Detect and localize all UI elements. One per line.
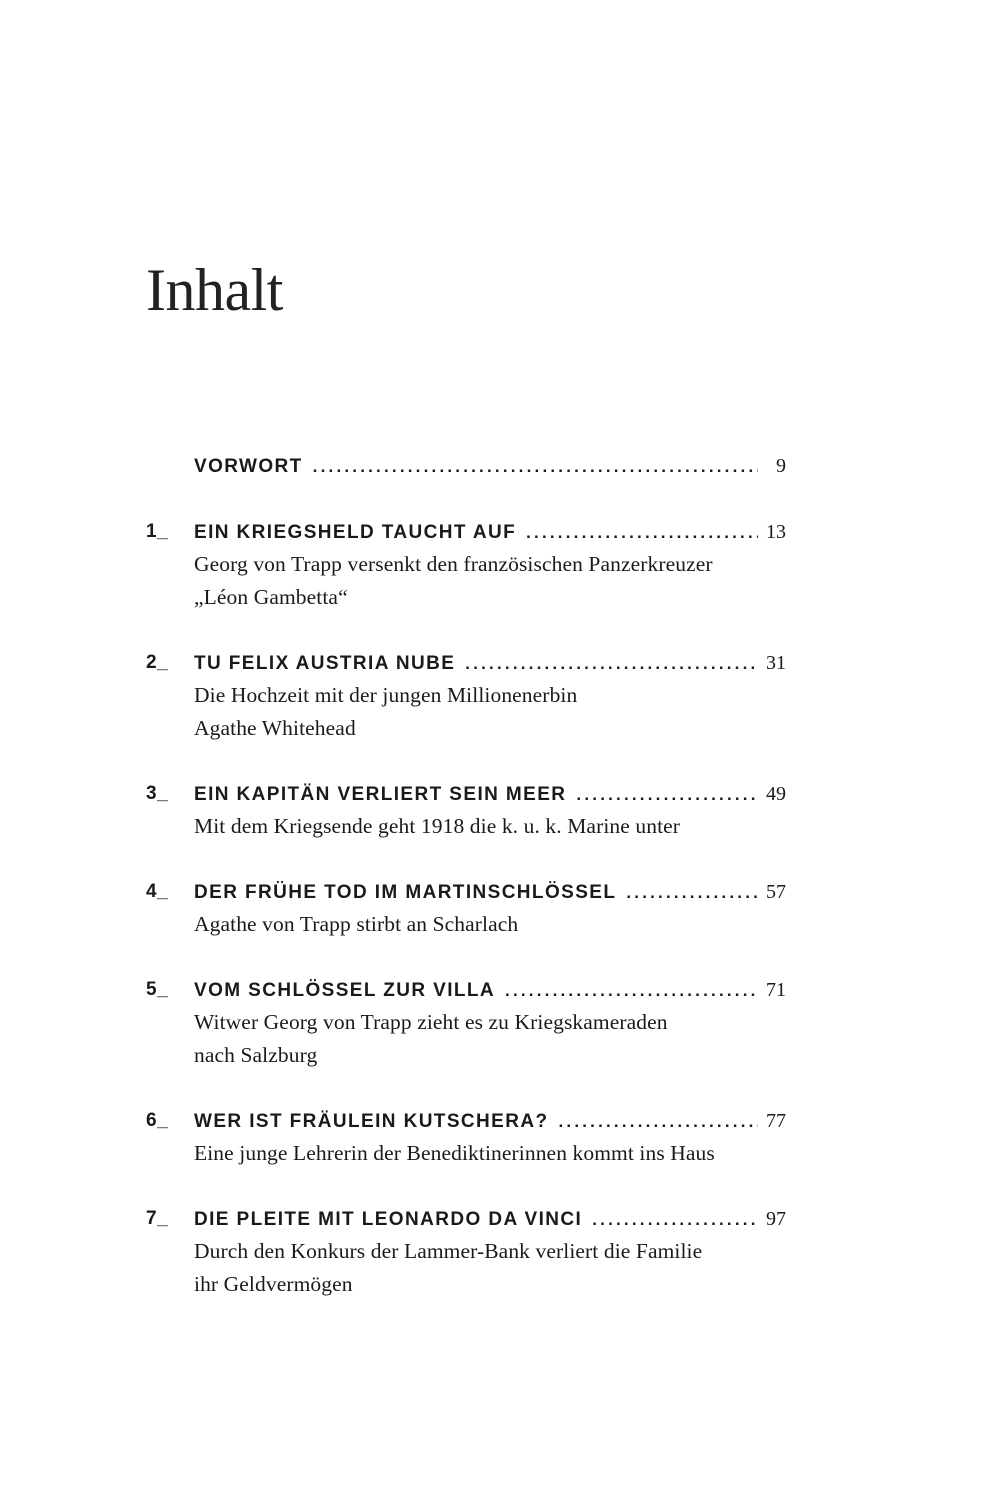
chapter-number: 2_ (146, 652, 169, 673)
toc-entry-title: DER FRÜHE TOD IM MARTINSCHLÖSSEL (194, 882, 617, 903)
subtitle-line: Georg von Trapp versenkt den französischen Panzerkreuzer (194, 552, 713, 576)
subtitle-line: Die Hochzeit mit der jungen Millionenerbin (194, 683, 578, 707)
toc-entry-1[interactable] (146, 516, 786, 614)
toc-entry-title: EIN KAPITÄN VERLIERT SEIN MEER (194, 784, 567, 805)
subtitle-line: Agathe Whitehead (194, 716, 356, 740)
chapter-number: 1_ (146, 521, 169, 542)
toc-entry-title: WER IST FRÄULEIN KUTSCHERA? (194, 1111, 549, 1132)
toc-entry-2[interactable] (146, 647, 786, 745)
toc-entry-title: VOM SCHLÖSSEL ZUR VILLA (194, 980, 496, 1001)
subtitle-line: Witwer Georg von Trapp zieht es zu Kriegskameraden (194, 1010, 668, 1034)
subtitle-line: Eine junge Lehrerin der Benediktinerinnen kommt ins Haus (194, 1141, 715, 1165)
toc-entry-head (194, 876, 786, 908)
dot-leader (576, 785, 758, 805)
subtitle-line: Agathe von Trapp stirbt an Scharlach (194, 912, 519, 936)
subtitle-line: nach Salzburg (194, 1043, 318, 1067)
page-title: Inhalt (146, 257, 283, 323)
toc-page-number: 57 (766, 881, 786, 903)
toc-entry-subtitle (194, 1006, 786, 1072)
toc-page-number: 77 (766, 1110, 786, 1132)
dot-leader (526, 523, 758, 543)
toc-entry-head (194, 450, 786, 482)
chapter-number: 3_ (146, 783, 169, 804)
toc-entry-7[interactable] (146, 1203, 786, 1301)
subtitle-line: Mit dem Kriegsende geht 1918 die k. u. k. Marine unter (194, 814, 681, 838)
toc-entry-title: EIN KRIEGSHELD TAUCHT AUF (194, 522, 517, 543)
toc-entry-title: VORWORT (194, 456, 303, 477)
toc-entry-subtitle (194, 1137, 786, 1170)
toc-entry-subtitle (194, 1235, 786, 1301)
toc-page-number: 49 (766, 783, 786, 805)
toc-page-number: 13 (766, 521, 786, 543)
toc-entry-title: TU FELIX AUSTRIA NUBE (194, 653, 456, 674)
subtitle-line: ihr Geldvermögen (194, 1272, 353, 1296)
chapter-number: 6_ (146, 1110, 169, 1131)
chapter-number: 7_ (146, 1208, 169, 1229)
toc-entry-subtitle (194, 908, 786, 941)
table-of-contents (146, 450, 786, 1301)
dot-leader (465, 654, 758, 674)
toc-entry-head (194, 1105, 786, 1137)
toc-entry-4[interactable] (146, 876, 786, 941)
subtitle-line: „Léon Gambetta“ (194, 585, 348, 609)
toc-entry-title: DIE PLEITE MIT LEONARDO DA VINCI (194, 1209, 583, 1230)
toc-entry-head (194, 778, 786, 810)
dot-leader (505, 981, 758, 1001)
toc-entry-subtitle (194, 679, 786, 745)
toc-page-number: 31 (766, 652, 786, 674)
toc-entry-3[interactable] (146, 778, 786, 843)
chapter-number: 5_ (146, 979, 169, 1000)
toc-entry-subtitle (194, 810, 786, 843)
dot-leader (313, 457, 758, 477)
toc-page-number: 97 (766, 1208, 786, 1230)
toc-page-number: 9 (776, 455, 786, 477)
subtitle-line: Durch den Konkurs der Lammer-Bank verliert die Familie (194, 1239, 703, 1263)
toc-entry-5[interactable] (146, 974, 786, 1072)
dot-leader (626, 883, 758, 903)
toc-entry-head (194, 516, 786, 548)
toc-entry-head (194, 1203, 786, 1235)
toc-entry-6[interactable] (146, 1105, 786, 1170)
dot-leader (592, 1210, 758, 1230)
toc-entry-subtitle (194, 548, 786, 614)
dot-leader (558, 1112, 758, 1132)
toc-page-number: 71 (766, 979, 786, 1001)
chapter-number: 4_ (146, 881, 169, 902)
toc-entry-vorwort[interactable] (146, 450, 786, 482)
toc-entry-head (194, 647, 786, 679)
toc-entry-head (194, 974, 786, 1006)
